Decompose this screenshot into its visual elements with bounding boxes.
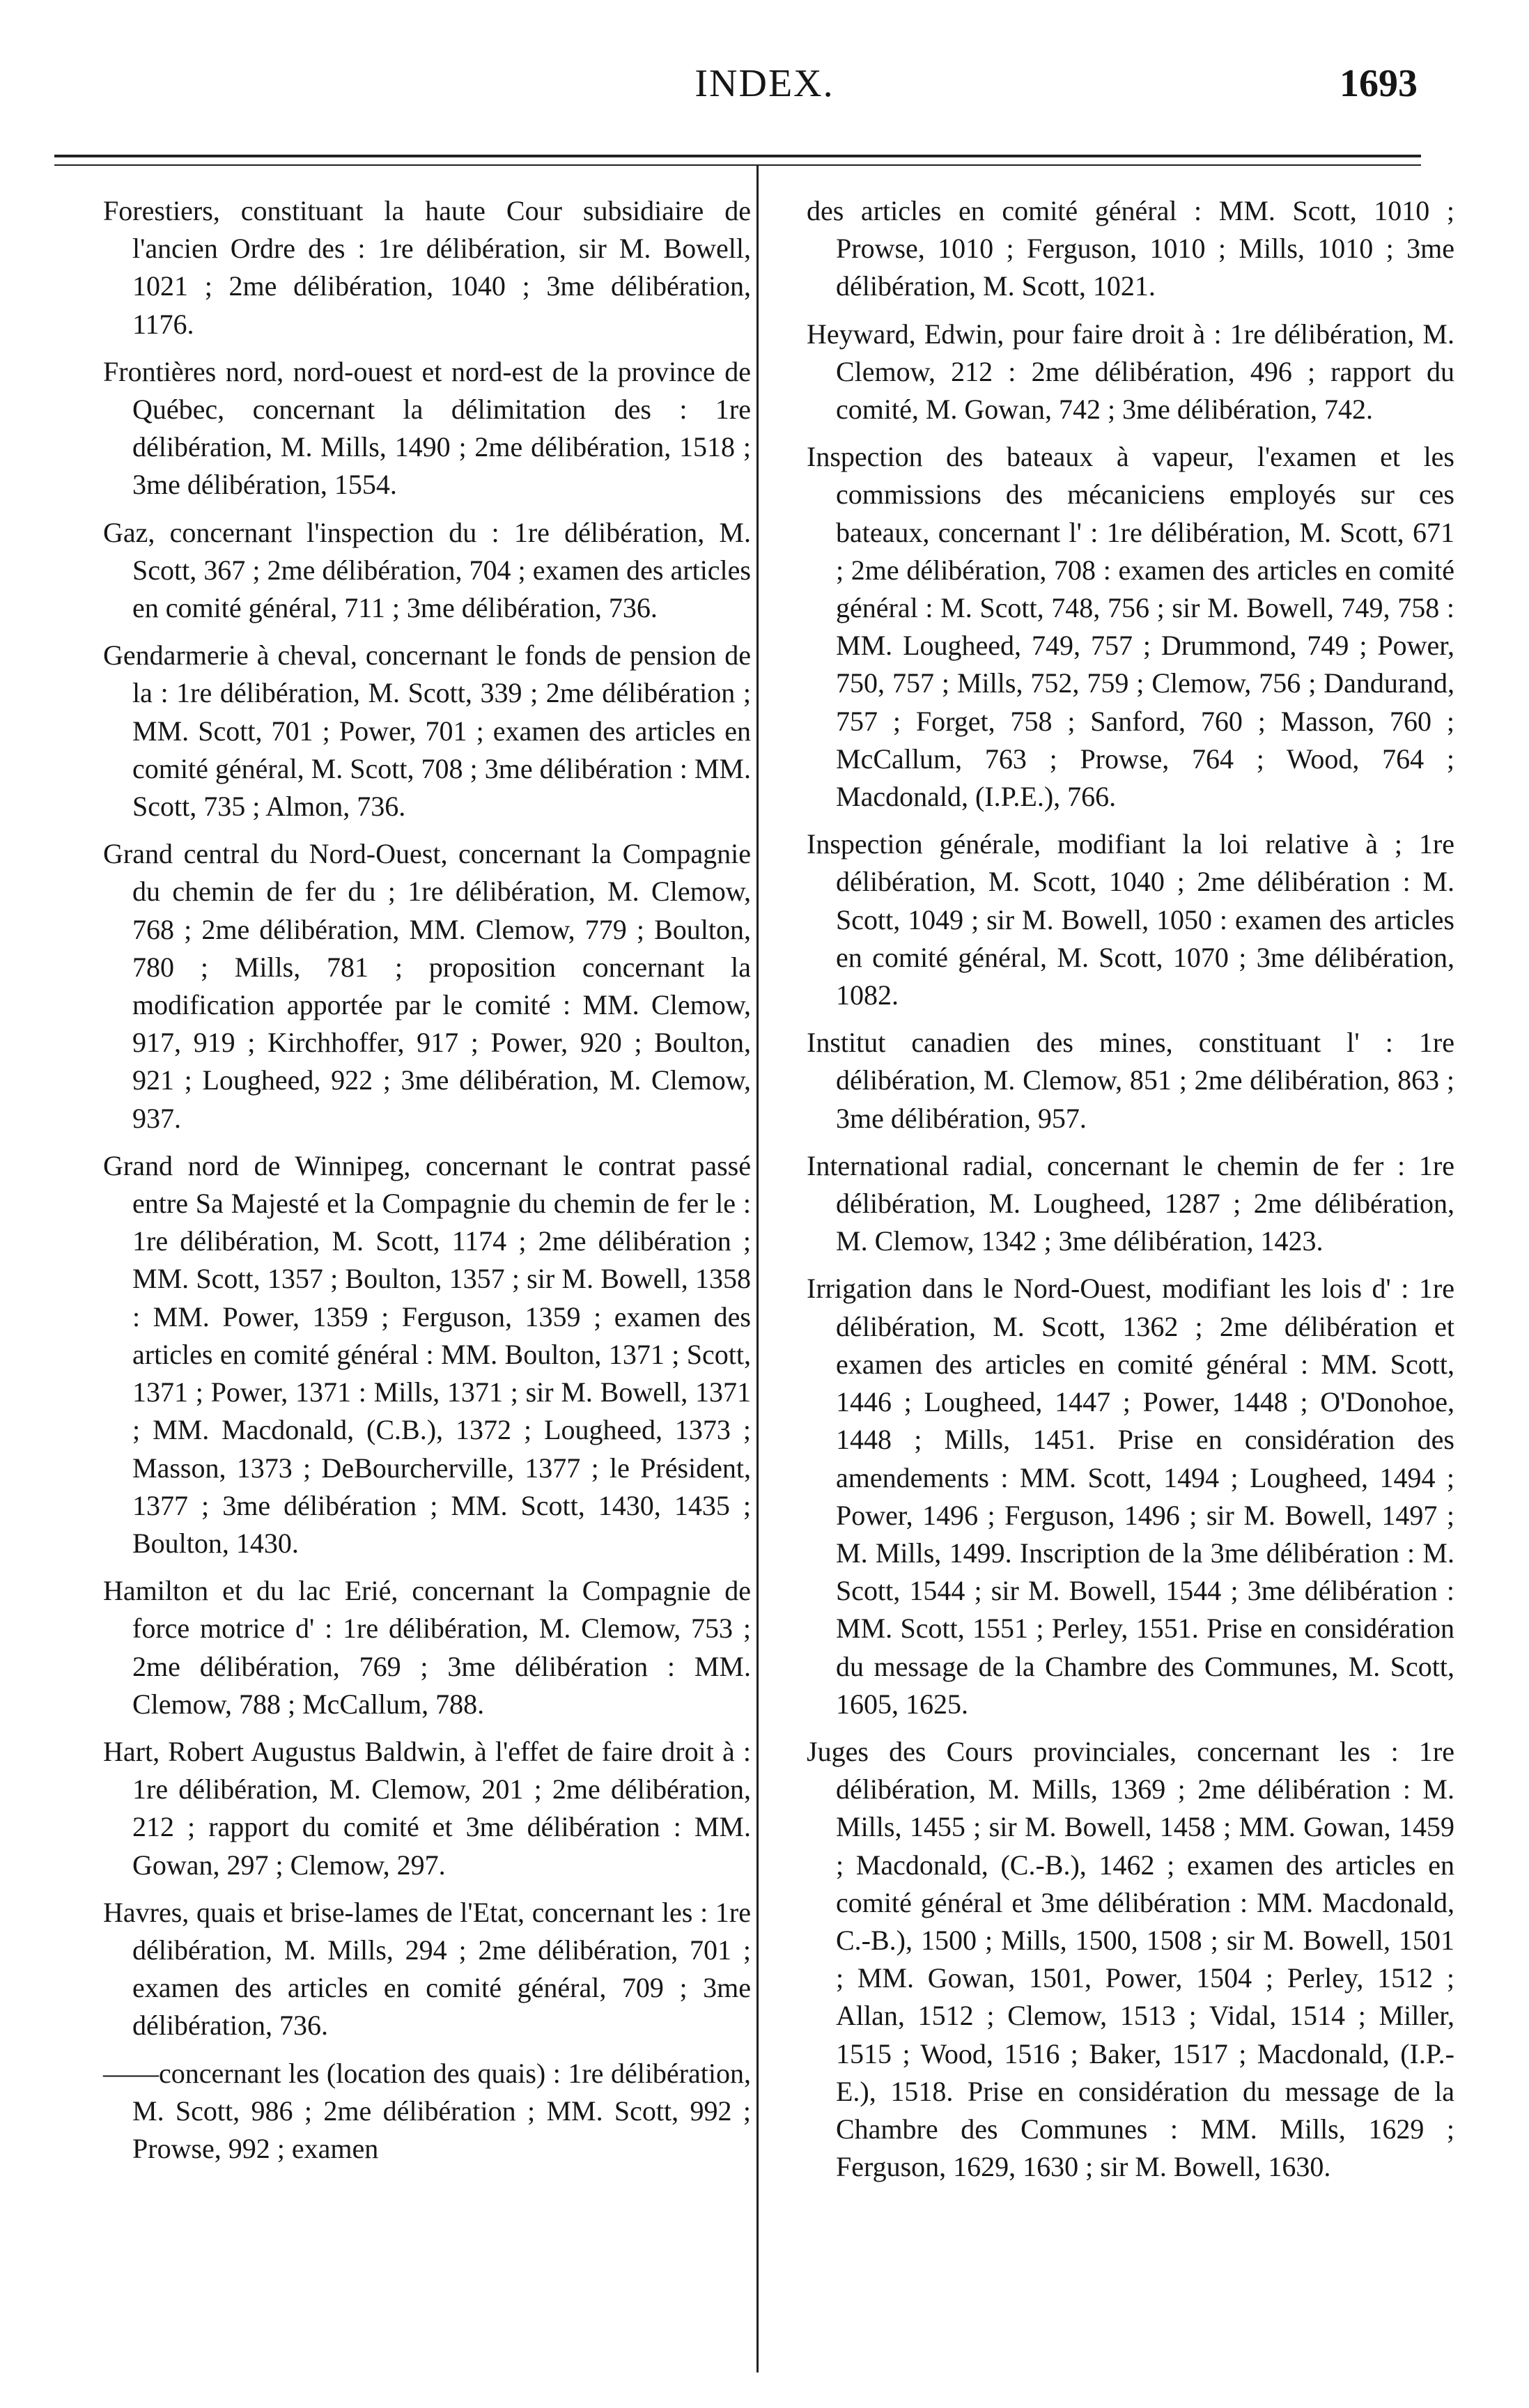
right-column [807, 192, 1454, 2196]
index-entry: International radial, concernant le chemin de fer : 1re délibération, M. Lougheed, 1287 ; 2me délibération, M. Clemow, 1342 ; 3me délibération, 1423. [807, 1149, 1454, 1257]
index-entry: des articles en comité général : MM. Scott, 1010 ; Prowse, 1010 ; Ferguson, 1010 ; Mills, 1010 ; 3me délibération, M. Scott, 1021. [807, 195, 1454, 302]
index-entry: Hamilton et du lac Erié, concernant la Compagnie de force motrice d' : 1re délibération, M. Clemow, 753 ; 2me délibération, 769 ; 3me délibération : MM. Clemow, 788 ; McCallum, 788. [103, 1575, 751, 1720]
page-title: INDEX. [694, 62, 835, 105]
column-divider [756, 164, 759, 2372]
index-entry: Havres, quais et brise-lames de l'Etat, concernant les : 1re délibération, M. Mills, 294 ; 2me délibération, 701 ; examen des articles en comité général, 709 ; 3me délibération, 736. [103, 1896, 751, 2042]
index-entry: Inspection générale, modifiant la loi relative à ; 1re délibération, M. Scott, 1040 ; 2me délibération : M. Scott, 1049 ; sir M. Bowell, 1050 : examen des articles en comité général, M. Scott, 1070 ; 3me délibération, 1082. [807, 828, 1454, 1011]
index-entry: Juges des Cours provinciales, concernant les : 1re délibération, M. Mills, 1369 ; 2me délibération : M. Mills, 1455 ; sir M. Bowell, 1458 ; MM. Gowan, 1459 ; Macdonald, (C.-B.), 1462 ; examen des articles en comité général et 3me délibération : MM. Macdonald, C.-B.), 1500 ; Mills, 1500, 1508 ; sir M. Bowell, 1501 ; MM. Gowan, 1501, Power, 1504 ; Perley, 1512 ; Allan, 1512 ; Clemow, 1513 ; Vidal, 1514 ; Miller, 1515 ; Wood, 1516 ; Baker, 1517 ; Macdonald, (I.P.-E.), 1518. Prise en considération du message de la Chambre des Communes : MM. Mills, 1629 ; Ferguson, 1629, 1630 ; sir M. Bowell, 1630. [807, 1735, 1454, 2183]
index-entry: Institut canadien des mines, constituant l' : 1re délibération, M. Clemow, 851 ; 2me délibération, 863 ; 3me délibération, 957. [807, 1027, 1454, 1134]
index-entry: Heyward, Edwin, pour faire droit à : 1re délibération, M. Clemow, 212 : 2me délibération, 496 ; rapport du comité, M. Gowan, 742 ; 3me délibération, 742. [807, 318, 1454, 426]
index-entry: Grand nord de Winnipeg, concernant le contrat passé entre Sa Majesté et la Compagnie du chemin de fer le : 1re délibération, M. Scott, 1174 ; 2me délibération ; MM. Scott, 1357 ; Boulton, 1357 ; sir M. Bowell, 1358 : MM. Power, 1359 ; Ferguson, 1359 ; examen des articles en comité général : MM. Boulton, 1371 ; Scott, 1371 ; Power, 1371 : Mills, 1371 ; sir M. Bowell, 1371 ; MM. Macdonald, (C.B.), 1372 ; Lougheed, 1373 ; Masson, 1373 ; DeBourcherville, 1377 ; le Président, 1377 ; 3me délibération ; MM. Scott, 1430, 1435 ; Boulton, 1430. [103, 1149, 751, 1559]
index-entry: Inspection des bateaux à vapeur, l'examen et les commissions des mécaniciens employés sur ces bateaux, concernant l' : 1re délibération, M. Scott, 671 ; 2me délibération, 708 : examen des articles en comité général : M. Scott, 748, 756 ; sir M. Bowell, 749, 758 : MM. Lougheed, 749, 757 ; Drummond, 749 ; Power, 750, 757 ; Mills, 752, 759 ; Clemow, 756 ; Dandurand, 757 ; Forget, 758 ; Sanford, 760 ; Masson, 760 ; McCallum, 763 ; Prowse, 764 ; Wood, 764 ; Macdonald, (I.P.E.), 766. [807, 441, 1454, 813]
index-entry: Hart, Robert Augustus Baldwin, à l'effet de faire droit à : 1re délibération, M. Clemow, 201 ; 2me délibération, 212 ; rapport du comité et 3me délibération : MM. Gowan, 297 ; Clemow, 297. [103, 1735, 751, 1881]
index-entry: Forestiers, constituant la haute Cour subsidiaire de l'ancien Ordre des : 1re délibération, sir M. Bowell, 1021 ; 2me délibération, 1040 ; 3me délibération, 1176. [103, 195, 751, 340]
index-entry: Gendarmerie à cheval, concernant le fonds de pension de la : 1re délibération, M. Scott, 339 ; 2me délibération ; MM. Scott, 701 ; Power, 701 ; examen des articles en comité général, M. Scott, 708 ; 3me délibération : MM. Scott, 735 ; Almon, 736. [103, 639, 751, 823]
index-entry: Gaz, concernant l'inspection du : 1re délibération, M. Scott, 367 ; 2me délibération, 704 ; examen des articles en comité général, 711 ; 3me délibération, 736. [103, 516, 751, 624]
header-rule-thick [54, 155, 1421, 157]
index-entry: Irrigation dans le Nord-Ouest, modifiant les lois d' : 1re délibération, M. Scott, 1362 ; 2me délibération et examen des articles en comité général : MM. Scott, 1446 ; Lougheed, 1447 ; Power, 1448 ; O'Donohoe, 1448 ; Mills, 1451. Prise en considération des amendements : MM. Scott, 1494 ; Lougheed, 1494 ; Power, 1496 ; Ferguson, 1496 ; sir M. Bowell, 1497 ; M. Mills, 1499. Inscription de la 3me délibération : M. Scott, 1544 ; sir M. Bowell, 1544 ; 3me délibération : MM. Scott, 1551 ; Perley, 1551. Prise en considération du message de la Chambre des Communes, M. Scott, 1605, 1625. [807, 1273, 1454, 1720]
page-number: 1693 [1340, 62, 1418, 105]
header-rule-thin [54, 164, 1421, 166]
index-entry: ——concernant les (location des quais) : 1re délibération, M. Scott, 986 ; 2me délibération ; MM. Scott, 992 ; Prowse, 992 ; examen [103, 2057, 751, 2164]
index-entry: Frontières nord, nord-ouest et nord-est de la province de Québec, concernant la délimitation des : 1re délibération, M. Mills, 1490 ; 2me délibération, 1518 ; 3me délibération, 1554. [103, 355, 751, 501]
page-header [0, 61, 1529, 124]
index-entry: Grand central du Nord-Ouest, concernant la Compagnie du chemin de fer du ; 1re délibération, M. Clemow, 768 ; 2me délibération, MM. Clemow, 779 ; Boulton, 780 ; Mills, 781 ; proposition concernant la modification apportée par le comité : MM. Clemow, 917, 919 ; Kirchhoffer, 917 ; Power, 920 ; Boulton, 921 ; Lougheed, 922 ; 3me délibération, M. Clemow, 937. [103, 838, 751, 1134]
left-column [103, 192, 751, 2177]
